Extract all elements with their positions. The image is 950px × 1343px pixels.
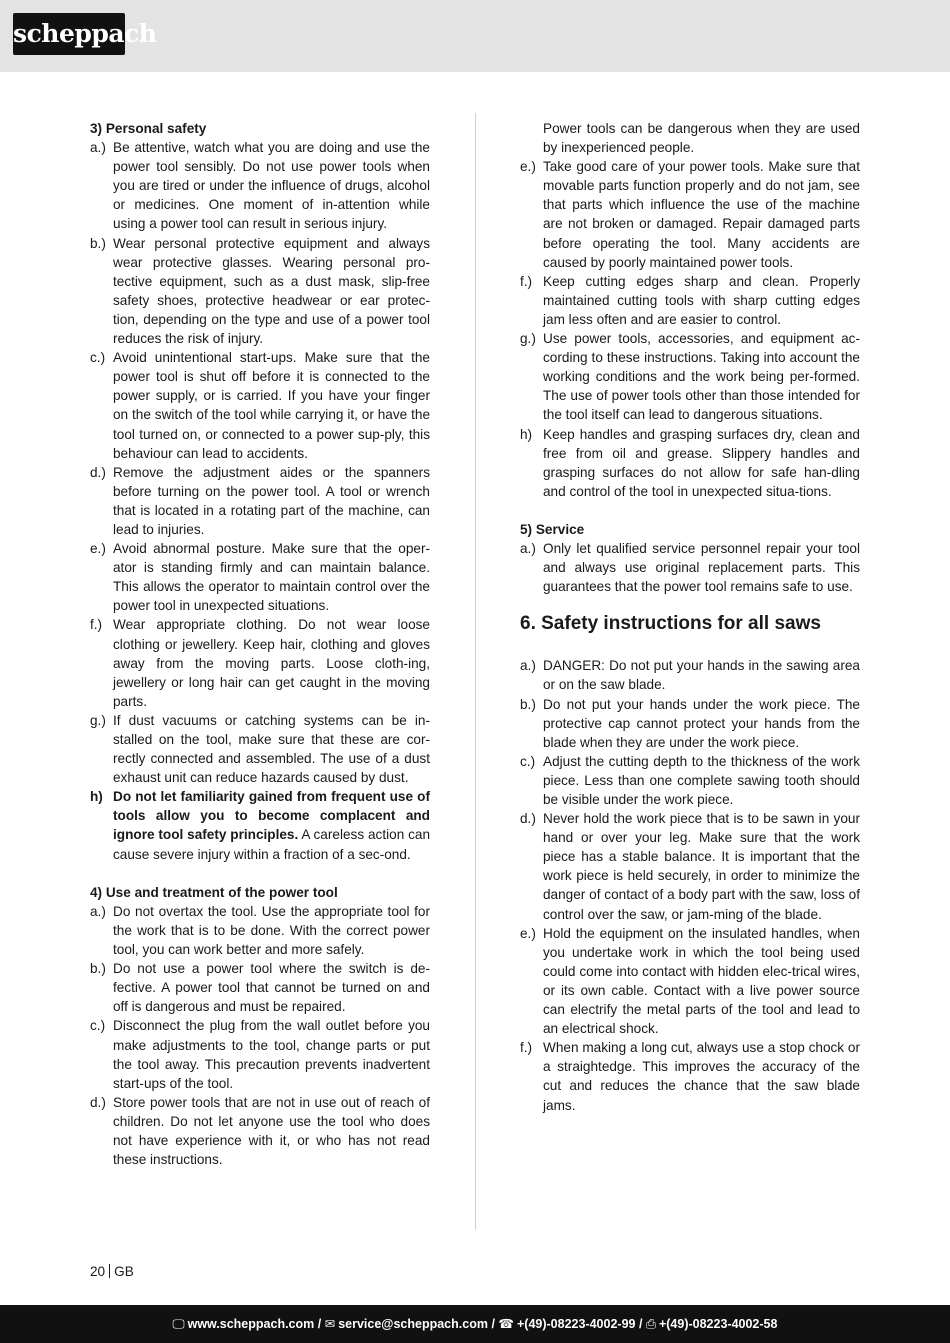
item-text: Never hold the work piece that is to be sawn in your hand or over your leg. Make sure that the work piece has a stable balance. It is important that the work piece is held securely, in order to minimize the danger of contact of a body part with the saw, loss of control over the saw, or jam-ming of the blade. [543, 811, 860, 922]
section-title-use-treatment: 4) Use and treatment of the power tool [90, 884, 338, 900]
item-text: Do not overtax the tool. Use the appropriate tool for the work that is to be done. With the correct power tool, you can work better and more safely. [113, 903, 430, 958]
list-item [90, 711, 430, 787]
list-item [520, 656, 860, 694]
section-title-personal-safety: 3) Personal safety [90, 121, 207, 136]
use-treatment-list-continued [520, 157, 860, 501]
item-label: a.) [520, 541, 536, 557]
list-item [90, 902, 430, 959]
item-text: Wear personal protective equipment and always wear protective glasses. Wearing personal pro-tective equipment, such as a dust mask, slip-free safety shoes, protective headwear or ear protec-tion, depending on the type and use of a power tool reduces the risk of injury. [113, 235, 430, 347]
item-text: If dust vacuums or catching systems can be in-stalled on the tool, make sure that these are cor-rectly connected and assembled. The use of a dust exhaust unit can reduce hazards caused by dust. [113, 712, 430, 786]
item-text: When making a long cut, always use a stop chock or a straightedge. This improves the accuracy of the cut and reduces the chance that the saw blade jams. [543, 1040, 860, 1113]
list-item [520, 809, 860, 924]
list-item [520, 1038, 860, 1114]
chapter-heading-saws: 6. Safety instructions for all saws [520, 613, 821, 635]
item-text: Remove the adjustment aides or the spanners before turning on the power tool. A tool or wrench that is located in a rotating part of the machine, can lead to injuries. [113, 464, 430, 537]
item-label: b.) [90, 235, 106, 251]
footer-fax: +(49)-08223-4002-58 [658, 1317, 778, 1331]
item-text: Only let qualified service personnel repair your tool and always use original replacement parts. This guarantees that the power tool remains safe to use. [543, 541, 860, 595]
list-item [520, 695, 860, 752]
item-label: c.) [90, 1018, 106, 1034]
item-label: c.) [90, 350, 106, 366]
list-item [90, 138, 430, 233]
item-text: Wear appropriate clothing. Do not wear loose clothing or jewellery. Keep hair, clothing and gloves away from the moving parts. Loose cloth-ing, jewellery or long hair can get caught in the moving parts. [113, 617, 430, 709]
personal-safety-list [90, 138, 430, 864]
service-list [520, 539, 860, 596]
list-item [90, 348, 430, 463]
item-label: e.) [520, 159, 536, 175]
item-label: d.) [90, 464, 106, 480]
envelope-icon: ✉ [324, 1317, 336, 1331]
fax-icon: ⎙ [645, 1317, 656, 1331]
item-text: Avoid abnormal posture. Make sure that the oper-ator is standing firmly and can maintain balance. This allows the operator to maintain control over the power tool in unexpected situations. [113, 541, 430, 614]
item-text: Do not put your hands under the work piece. The protective cap cannot protect your hands from the blade when they are under the work piece. [543, 696, 860, 750]
contact-footer [0, 1305, 950, 1343]
item-text: Disconnect the plug from the wall outlet before you make adjustments to the tool, change parts or put the tool away. This precaution prevents inadvertent start-ups of the tool. [113, 1018, 430, 1091]
list-item [520, 272, 860, 329]
item-label: a.) [90, 140, 106, 156]
item-text: DANGER: Do not put your hands in the sawing area or on the saw blade. [543, 658, 860, 693]
saws-list [520, 656, 860, 1114]
item-label: e.) [90, 541, 106, 557]
list-item [90, 1093, 430, 1169]
page-number-value: 20 [90, 1264, 106, 1279]
item-bold-text: Do not let familiarity gained from frequent use of tools allow you to become complacent and ignore tool safety principles. [113, 789, 430, 843]
item-text: Take good care of your power tools. Make sure that movable parts function properly and do not jam, see that parts which influence the use of the machine are not broken or damaged. Repair damaged parts before operating the tool. Many accidents are caused by poorly maintained power tools. [543, 159, 860, 270]
page-number [90, 1264, 134, 1279]
list-item [90, 615, 430, 710]
item-text: Store power tools that are not in use out of reach of children. Do not let anyone use the tool who does not have experience with it, or who has not read these instructions. [113, 1094, 430, 1168]
scheppach-logo: scheppach [13, 13, 125, 55]
item-label: h) [90, 789, 103, 805]
item-label: g.) [520, 331, 536, 347]
computer-icon: 🖵 [172, 1317, 185, 1331]
item-label: a.) [90, 903, 106, 919]
item-label: d.) [520, 811, 536, 827]
right-column [520, 119, 860, 1115]
item-text: Use power tools, accessories, and equipment ac-cording to these instructions. Taking into account the working conditions and the work being per-formed. The use of power tools other than those intended for the tool itself can lead to dangerous situations. [543, 331, 860, 423]
phone-icon: ☎ [498, 1317, 514, 1331]
page-language: GB [114, 1264, 134, 1279]
page-header [0, 0, 950, 72]
list-item [520, 425, 860, 501]
item-label: c.) [520, 753, 536, 769]
item-label: f.) [520, 1040, 533, 1056]
list-item [520, 924, 860, 1039]
footer-separator: / [491, 1317, 495, 1331]
continuation-text: Power tools can be dangerous when they are used by inexperienced people. [543, 121, 860, 156]
list-item [520, 329, 860, 424]
list-item [90, 1016, 430, 1092]
list-item [90, 959, 430, 1016]
list-item [90, 539, 430, 615]
footer-web[interactable]: www.scheppach.com [187, 1317, 315, 1331]
list-item [90, 787, 430, 863]
footer-separator: / [317, 1317, 322, 1331]
left-column [90, 119, 430, 1169]
item-text: Do not use a power tool where the switch is de-fective. A power tool that cannot be turned on and off is dangerous and must be repaired. [113, 961, 430, 1015]
item-label: e.) [520, 925, 536, 941]
list-item [90, 463, 430, 539]
list-item [520, 157, 860, 272]
use-treatment-list [90, 902, 430, 1169]
footer-separator: / [638, 1317, 643, 1331]
column-divider [475, 113, 476, 1230]
item-text: Keep cutting edges sharp and clean. Properly maintained cutting tools with sharp cutting edges jam less often and are easier to control. [543, 273, 860, 327]
item-label: b.) [520, 696, 536, 712]
item-text: Hold the equipment on the insulated handles, when you undertake work in which the tool being used could come into contact with hidden elec-trical wires, or its own cable. Contact with a live power source can electrify the metal parts of the tool and lead to an electrical shock. [543, 925, 860, 1037]
item-text: Adjust the cutting depth to the thickness of the work piece. Less than one complete sawing tooth should be visible under the work piece. [543, 753, 860, 807]
list-item [90, 234, 430, 349]
footer-phone: +(49)-08223-4002-99 [516, 1317, 636, 1331]
item-label: f.) [520, 273, 533, 289]
item-text: Avoid unintentional start-ups. Make sure that the power tool is shut off before it is connected to the power supply, or is carried. If you have your finger on the switch of the tool while carrying it, or have the tool turned on, or connected to a power sup-ply, this behaviour can lead to accidents. [113, 350, 430, 461]
item-text: Be attentive, watch what you are doing and use the power tool sensibly. Do not use power tools when you are tired or under the influence of drugs, alcohol or medicines. One moment of in-attention while using a power tool can result in serious injury. [113, 140, 430, 232]
item-label: f.) [90, 617, 103, 633]
item-label: d.) [90, 1094, 106, 1110]
list-item [520, 752, 860, 809]
section-title-service: 5) Service [520, 521, 585, 537]
footer-email[interactable]: service@scheppach.com [338, 1317, 488, 1331]
item-label: h) [520, 426, 533, 442]
item-label: a.) [520, 658, 536, 674]
list-item [520, 539, 860, 596]
item-text: A careless action can cause severe injury within a fraction of a sec-ond. [113, 827, 431, 862]
item-text: Keep handles and grasping surfaces dry, clean and free from oil and grease. Slippery handles and grasping surfaces do not allow for safe han-dling and control of the tool in unexpected situa-tions. [543, 426, 860, 499]
item-label: g.) [90, 712, 106, 728]
item-label: b.) [90, 961, 106, 977]
